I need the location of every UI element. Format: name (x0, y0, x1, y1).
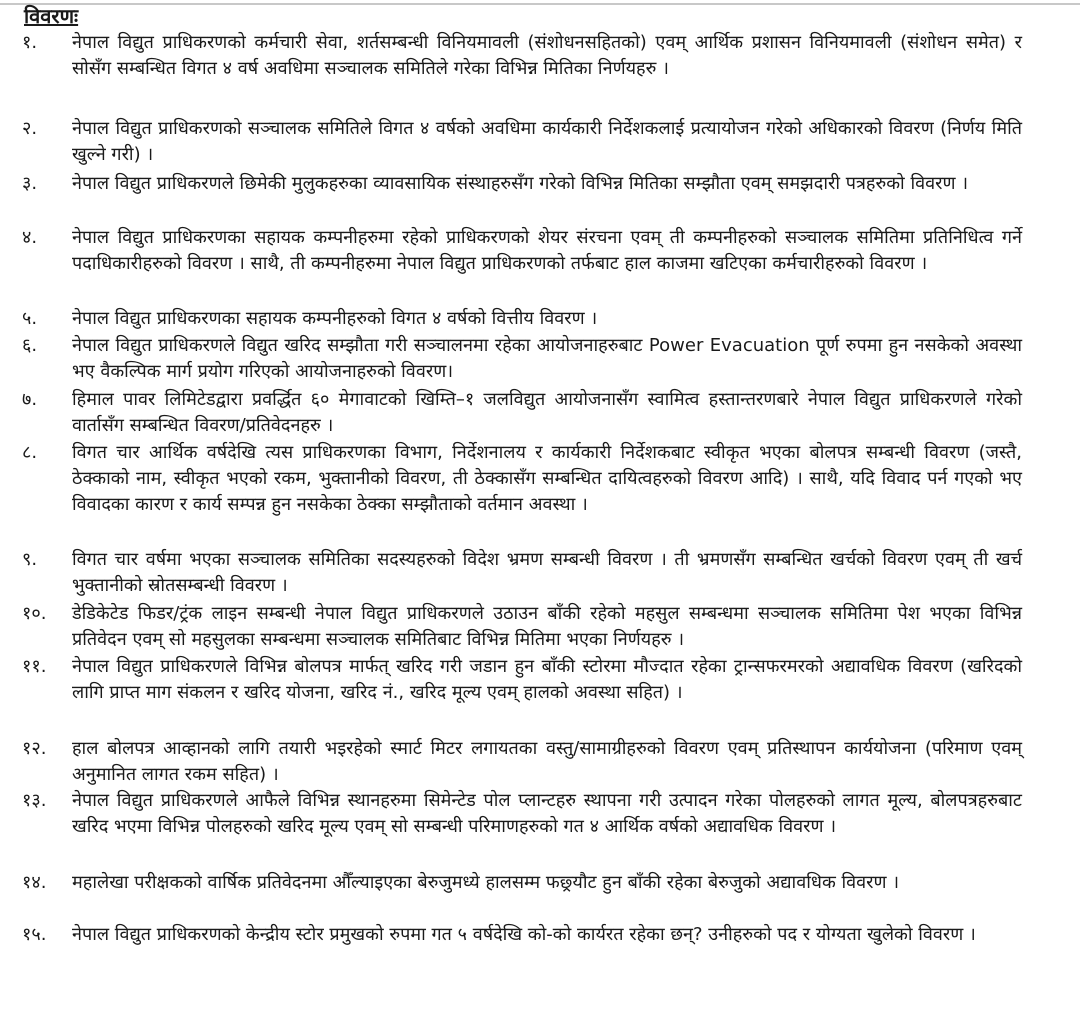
list-item (22, 116, 1022, 171)
list-item (22, 654, 1022, 736)
list-item (22, 306, 1022, 333)
list-item (22, 870, 1022, 922)
list-item (22, 333, 1022, 387)
item-number: ६. (22, 335, 38, 356)
list-item (22, 171, 1022, 225)
list-item (22, 30, 1022, 116)
item-text: नेपाल विद्युत प्राधिकरणले विद्युत खरिद सम्झौता गरी सञ्चालनमा रहेका आयोजनाहरुबाट Power Evacuation पूर्ण रुपमा हुन नसकेको अवस्था भए वैकल्पिक मार्ग प्रयोग गरिएको आयोजनाहरुको विवरण। (72, 335, 1022, 382)
list-item (22, 387, 1022, 440)
item-text: नेपाल विद्युत प्राधिकरणले विभिन्न बोलपत्र मार्फत् खरिद गरी जडान हुन बाँकी स्टोरमा मौज्दात रहेका ट्रान्सफरमरको अद्यावधिक विवरण (खरिदको लागि प्राप्त माग संकलन र खरिद योजना, खरिद नं., खरिद मूल्य एवम् हालको अवस्था सहित) । (72, 656, 1022, 703)
item-text: विगत चार वर्षमा भएका सञ्चालक समितिका सदस्यहरुको विदेश भ्रमण सम्बन्धी विवरण । ती भ्रमणसँग सम्बन्धित खर्चको विवरण एवम् ती खर्च भुक्तानीको स्रोतसम्बन्धी विवरण । (72, 549, 1022, 596)
item-number: ७. (22, 389, 38, 410)
item-number: १२. (22, 738, 47, 759)
item-number: ११. (22, 656, 47, 677)
item-number: ३. (22, 173, 38, 194)
item-number: ४. (22, 227, 38, 248)
item-number: ८. (22, 442, 38, 463)
item-text: नेपाल विद्युत प्राधिकरणको केन्द्रीय स्टोर प्रमुखको रुपमा गत ५ वर्षदेखि को-को कार्यरत रहेका छन्? उनीहरुको पद र योग्यता खुलेको विवरण । (72, 924, 976, 945)
section-heading: विवरणः (24, 4, 79, 28)
list-item (22, 922, 1022, 976)
item-text: हिमाल पावर लिमिटेडद्वारा प्रवर्द्धित ६० मेगावाटको खिम्ति–१ जलविद्युत आयोजनासँग स्वामित्व हस्तान्तरणबारे नेपाल विद्युत प्राधिकरणले गरेको वार्तासँग सम्बन्धित विवरण/प्रतिवेदनहरु । (72, 389, 1022, 436)
item-text: हाल बोलपत्र आव्हानको लागि तयारी भइरहेको स्मार्ट मिटर लगायतका वस्तु/सामाग्रीहरुको विवरण एवम् प्रतिस्थापन कार्ययोजना (परिमाण एवम् अनुमानित लागत रकम सहित) । (72, 738, 1022, 785)
list-item (22, 440, 1022, 547)
list-item (22, 225, 1022, 306)
list-item (22, 547, 1022, 601)
item-text: डेडिकेटेड फिडर/ट्रंक लाइन सम्बन्धी नेपाल विद्युत प्राधिकरणले उठाउन बाँकी रहेको महसुल सम्बन्धमा सञ्चालक समितिमा पेश भएका विभिन्न प्रतिवेदन एवम् सो महसुलका सम्बन्धमा सञ्चालक समितिबाट विभिन्न मितिमा भएका निर्णयहरु । (72, 603, 1022, 650)
item-number: १५. (22, 924, 47, 945)
item-text: नेपाल विद्युत प्राधिकरणको कर्मचारी सेवा, शर्तसम्बन्धी विनियमावली (संशोधनसहितको) एवम् आर्थिक प्रशासन विनियमावली (संशोधन समेत) र सोसँग सम्बन्धित विगत ४ वर्ष अवधिमा सञ्चालक समितिले गरेका विभिन्न मितिका निर्णयहरु । (72, 32, 1022, 79)
item-text: नेपाल विद्युत प्राधिकरणले आफैले विभिन्न स्थानहरुमा सिमेन्टेड पोल प्लान्टहरु स्थापना गरी उत्पादन गरेका पोलहरुको लागत मूल्य, बोलपत्रहरुबाट खरिद भएमा विभिन्न पोलहरुको खरिद मूल्य एवम् सो सम्बन्धी परिमाणहरुको गत ४ आर्थिक वर्षको अद्यावधिक विवरण । (72, 790, 1022, 837)
item-text: नेपाल विद्युत प्राधिकरणका सहायक कम्पनीहरुको विगत ४ वर्षको वित्तीय विवरण । (72, 308, 598, 329)
item-text: नेपाल विद्युत प्राधिकरणका सहायक कम्पनीहरुमा रहेको प्राधिकरणको शेयर संरचना एवम् ती कम्पनीहरुको सञ्चालक समितिमा प्रतिनिधित्व गर्ने पदाधिकारीहरुको विवरण । साथै, ती कम्पनीहरुमा नेपाल विद्युत प्राधिकरणको तर्फबाट हाल काजमा खटिएका कर्मचारीहरुको विवरण । (72, 227, 1022, 274)
item-text: महालेखा परीक्षकको वार्षिक प्रतिवेदनमा औँल्याइएका बेरुजुमध्ये हालसम्म फछ्र्यौट हुन बाँकी रहेका बेरुजुको अद्यावधिक विवरण । (72, 872, 900, 893)
item-text: नेपाल विद्युत प्राधिकरणको सञ्चालक समितिले विगत ४ वर्षको अवधिमा कार्यकारी निर्देशकलाई प्रत्यायोजन गरेको अधिकारको विवरण (निर्णय मिति खुल्ने गरी) । (72, 118, 1022, 165)
item-number: १. (22, 32, 38, 53)
item-number: १०. (22, 603, 47, 624)
top-rule (0, 3, 1080, 5)
item-number: ५. (22, 308, 38, 329)
numbered-list (22, 30, 1022, 976)
list-item (22, 601, 1022, 654)
item-text: विगत चार आर्थिक वर्षदेखि त्यस प्राधिकरणका विभाग, निर्देशनालय र कार्यकारी निर्देशकबाट स्वीकृत भएका बोलपत्र सम्बन्धी विवरण (जस्तै, ठेक्काको नाम, स्वीकृत भएको रकम, भुक्तानीको विवरण, ती ठेक्कासँग सम्बन्धित दायित्वहरुको विवरण आदि) । साथै, यदि विवाद पर्न गएको भए विवादका कारण र कार्य सम्पन्न हुन नसकेका ठेक्का सम्झौताको वर्तमान अवस्था । (72, 442, 1022, 515)
list-item (22, 788, 1022, 870)
item-number: ९. (22, 549, 38, 570)
item-text: नेपाल विद्युत प्राधिकरणले छिमेकी मुलुकहरुका व्यावसायिक संस्थाहरुसँग गरेको विभिन्न मितिका सम्झौता एवम् समझदारी पत्रहरुको विवरण । (72, 173, 969, 194)
item-number: १४. (22, 872, 47, 893)
list-item (22, 736, 1022, 788)
item-number: २. (22, 118, 38, 139)
item-number: १३. (22, 790, 47, 811)
